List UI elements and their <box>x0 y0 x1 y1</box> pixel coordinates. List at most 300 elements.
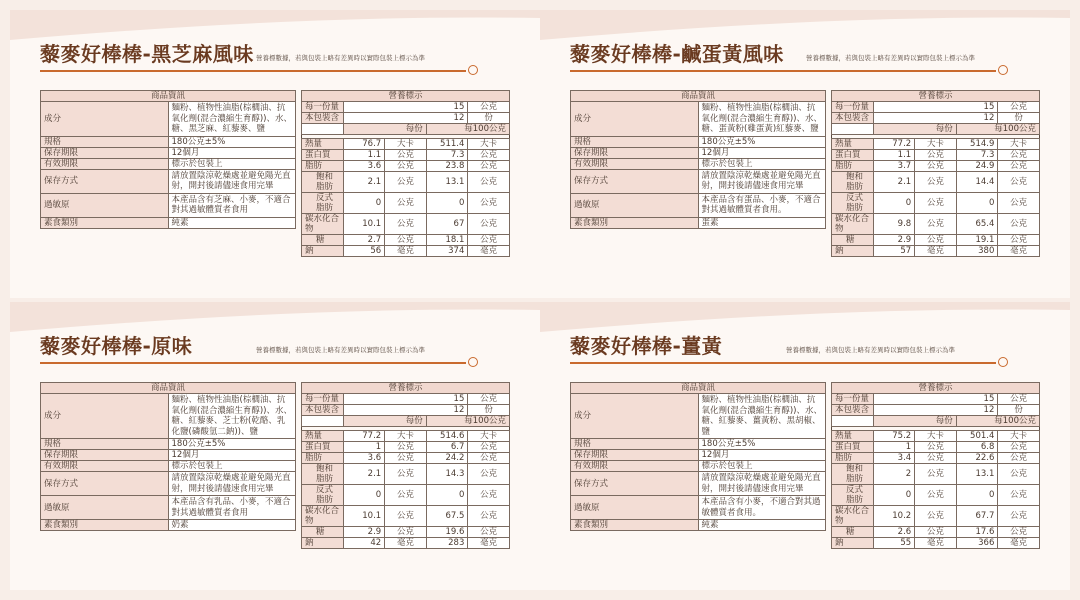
product-info-table <box>570 382 826 531</box>
carbohydrate-unit: 公克 <box>998 214 1040 235</box>
calories-unit: 大卡 <box>915 431 957 442</box>
carbohydrate-label: 碳水化合物 <box>302 506 344 527</box>
info-header: 商品資訊 <box>41 91 296 102</box>
expiry-row <box>571 158 826 169</box>
fat-per-100g: 24.9 <box>956 161 998 172</box>
saturated-fat-unit: 公克 <box>468 464 510 485</box>
carbohydrate-per-serving: 10.1 <box>343 214 385 235</box>
fat-row <box>302 453 510 464</box>
serving-label: 每一份量 <box>302 102 344 113</box>
serving-value: 15 <box>343 394 468 405</box>
protein-label: 蛋白質 <box>302 442 344 453</box>
expiry-value: 標示於包裝上 <box>168 158 296 169</box>
carbohydrate-unit: 公克 <box>915 214 957 235</box>
carbohydrate-row <box>302 214 510 235</box>
carbohydrate-per-100g: 67.5 <box>426 506 468 527</box>
column-header-row <box>832 416 1040 427</box>
ingredients-row <box>571 394 826 439</box>
sodium-unit: 毫克 <box>385 538 427 549</box>
ring-marker <box>998 65 1008 75</box>
serving-unit: 公克 <box>998 394 1040 405</box>
protein-row <box>832 442 1040 453</box>
product-panel-3 <box>10 302 540 590</box>
protein-unit: 公克 <box>468 150 510 161</box>
servings-row <box>832 405 1040 416</box>
fat-unit: 公克 <box>468 161 510 172</box>
saturated-fat-label: 飽和脂肪 <box>302 172 344 193</box>
trans-fat-unit: 公克 <box>385 485 427 506</box>
sugar-per-100g: 19.6 <box>426 527 468 538</box>
per-serving-header: 每份 <box>873 124 956 135</box>
storage-value: 請放置陰涼乾燥處並避免陽光直射，開封後請儘速食用完畢 <box>698 169 826 193</box>
trans-fat-row <box>832 485 1040 506</box>
sodium-per-100g: 283 <box>426 538 468 549</box>
allergen-value: 本產品含有芝麻、小麥，不適合對其過敏體質者食用 <box>168 193 296 217</box>
veg-label: 素食類別 <box>571 520 699 531</box>
sugar-per-serving: 2.9 <box>873 235 915 246</box>
calories-unit: 大卡 <box>468 431 510 442</box>
sodium-label: 鈉 <box>302 246 344 257</box>
servings-value: 12 <box>873 113 998 124</box>
servings-value: 12 <box>873 405 998 416</box>
saturated-fat-row <box>832 172 1040 193</box>
spec-label: 規格 <box>571 439 699 450</box>
sugar-unit: 公克 <box>915 235 957 246</box>
veg-label: 素食類別 <box>41 520 169 531</box>
fat-per-100g: 22.6 <box>956 453 998 464</box>
nutrition-table <box>301 90 510 257</box>
servings-unit: 份 <box>998 113 1040 124</box>
fat-unit: 公克 <box>385 161 427 172</box>
carbohydrate-per-100g: 67.7 <box>956 506 998 527</box>
carbohydrate-unit: 公克 <box>468 214 510 235</box>
saturated-fat-unit: 公克 <box>385 172 427 193</box>
calories-per-serving: 75.2 <box>873 431 915 442</box>
saturated-fat-per-100g: 13.1 <box>426 172 468 193</box>
spec-value: 180公克±5% <box>168 439 296 450</box>
fat-unit: 公克 <box>915 161 957 172</box>
shelf-life-label: 保存期限 <box>41 147 169 158</box>
calories-label: 熱量 <box>832 431 874 442</box>
calories-label: 熱量 <box>302 431 344 442</box>
serving-label: 每一份量 <box>302 394 344 405</box>
spec-row <box>571 439 826 450</box>
sodium-per-100g: 380 <box>956 246 998 257</box>
per-100g-header: 每100公克 <box>426 124 509 135</box>
calories-row <box>302 431 510 442</box>
shelf-life-row <box>571 450 826 461</box>
storage-label: 保存方式 <box>571 169 699 193</box>
serving-row <box>302 394 510 405</box>
shelf-life-label: 保存期限 <box>571 147 699 158</box>
veg-row <box>571 520 826 531</box>
servings-row <box>302 405 510 416</box>
product-title: 藜麥好棒棒-原味 <box>40 334 193 358</box>
fat-per-serving: 3.7 <box>873 161 915 172</box>
protein-per-serving: 1.1 <box>873 150 915 161</box>
protein-unit: 公克 <box>915 442 957 453</box>
shelf-life-row <box>571 147 826 158</box>
servings-label: 本包裝含 <box>302 113 344 124</box>
sodium-label: 鈉 <box>832 246 874 257</box>
allergen-value: 本產品含有乳品、小麥，不適合對其過敏體質者食用 <box>168 496 296 520</box>
protein-per-serving: 1.1 <box>343 150 385 161</box>
sugar-row <box>832 235 1040 246</box>
per-100g-header: 每100公克 <box>426 416 509 427</box>
carbohydrate-per-100g: 67 <box>426 214 468 235</box>
calories-label: 熱量 <box>302 139 344 150</box>
veg-row <box>571 217 826 228</box>
shelf-life-row <box>41 147 296 158</box>
servings-row <box>302 113 510 124</box>
sodium-unit: 毫克 <box>915 246 957 257</box>
fat-per-100g: 24.2 <box>426 453 468 464</box>
sugar-per-100g: 18.1 <box>426 235 468 246</box>
spec-value: 180公克±5% <box>698 136 826 147</box>
serving-unit: 公克 <box>468 394 510 405</box>
saturated-fat-unit: 公克 <box>915 172 957 193</box>
ring-marker <box>468 65 478 75</box>
expiry-value: 標示於包裝上 <box>698 461 826 472</box>
servings-value: 12 <box>343 113 468 124</box>
allergen-label: 過敏原 <box>41 193 169 217</box>
nutrition-header: 營養標示 <box>832 383 1040 394</box>
saturated-fat-label: 飽和脂肪 <box>302 464 344 485</box>
servings-value: 12 <box>343 405 468 416</box>
carbohydrate-row <box>302 506 510 527</box>
sugar-per-serving: 2.7 <box>343 235 385 246</box>
fat-label: 脂肪 <box>302 161 344 172</box>
sugar-row <box>832 527 1040 538</box>
sodium-per-100g: 366 <box>956 538 998 549</box>
calories-per-100g: 511.4 <box>426 139 468 150</box>
servings-row <box>832 113 1040 124</box>
storage-value: 請放置陰涼乾燥處並避免陽光直射，開封後請儘速食用完畢 <box>168 472 296 496</box>
sodium-unit: 毫克 <box>915 538 957 549</box>
storage-value: 請放置陰涼乾燥處並避免陽光直射，開封後請儘速食用完畢 <box>698 472 826 496</box>
calories-unit: 大卡 <box>915 139 957 150</box>
storage-value: 請放置陰涼乾燥處並避免陽光直射，開封後請儘速食用完畢 <box>168 169 296 193</box>
saturated-fat-row <box>302 464 510 485</box>
sugar-label: 糖 <box>302 235 344 246</box>
calories-row <box>832 431 1040 442</box>
calories-per-100g: 514.6 <box>426 431 468 442</box>
fat-unit: 公克 <box>998 453 1040 464</box>
fat-per-100g: 23.8 <box>426 161 468 172</box>
ring-marker <box>468 357 478 367</box>
sugar-unit: 公克 <box>468 527 510 538</box>
protein-unit: 公克 <box>915 150 957 161</box>
sodium-row <box>832 538 1040 549</box>
product-panel-2 <box>540 10 1070 298</box>
ingredients-value: 麵粉、植物性油脂(棕櫚油、抗氧化劑(混合濃縮生育醇))、水、糖、紅藜麥、芝士粉(乾酪、乳化鹽(磷酸氫二鈉))、鹽 <box>168 394 296 439</box>
allergen-row <box>571 193 826 217</box>
spec-row <box>41 136 296 147</box>
product-info-table <box>570 90 826 229</box>
saturated-fat-row <box>832 464 1040 485</box>
fat-unit: 公克 <box>385 453 427 464</box>
veg-row <box>41 217 296 228</box>
trans-fat-per-100g: 0 <box>426 485 468 506</box>
calories-unit: 大卡 <box>998 431 1040 442</box>
product-panel-4 <box>540 302 1070 590</box>
trans-fat-per-serving: 0 <box>343 193 385 214</box>
saturated-fat-per-100g: 14.4 <box>956 172 998 193</box>
sugar-row <box>302 527 510 538</box>
sodium-per-serving: 57 <box>873 246 915 257</box>
fat-unit: 公克 <box>468 453 510 464</box>
fat-unit: 公克 <box>998 161 1040 172</box>
calories-per-serving: 77.2 <box>873 139 915 150</box>
title-underline <box>40 362 466 364</box>
shelf-life-value: 12個月 <box>698 450 826 461</box>
trans-fat-per-100g: 0 <box>956 193 998 214</box>
shelf-life-label: 保存期限 <box>571 450 699 461</box>
storage-row <box>571 472 826 496</box>
sugar-per-100g: 17.6 <box>956 527 998 538</box>
per-serving-header: 每份 <box>343 124 426 135</box>
storage-row <box>41 472 296 496</box>
sugar-unit: 公克 <box>468 235 510 246</box>
ingredients-value: 麵粉、植物性油脂(棕櫚油、抗氧化劑(混合濃縮生育醇))、水、糖、紅藜麥、薑黃粉、黑胡椒、鹽 <box>698 394 826 439</box>
info-header: 商品資訊 <box>571 383 826 394</box>
protein-unit: 公克 <box>998 150 1040 161</box>
nutrition-header: 營養標示 <box>302 91 510 102</box>
saturated-fat-unit: 公克 <box>915 464 957 485</box>
saturated-fat-label: 飽和脂肪 <box>832 464 874 485</box>
fat-label: 脂肪 <box>302 453 344 464</box>
calories-unit: 大卡 <box>998 139 1040 150</box>
ring-marker <box>998 357 1008 367</box>
spec-label: 規格 <box>571 136 699 147</box>
protein-per-100g: 6.7 <box>426 442 468 453</box>
protein-label: 蛋白質 <box>302 150 344 161</box>
veg-value: 純素 <box>698 520 826 531</box>
disclaimer-note: 營養標數據，若與包裝上略有差異時以實際包裝上標示為準 <box>256 54 425 62</box>
calories-row <box>302 139 510 150</box>
protein-unit: 公克 <box>468 442 510 453</box>
saturated-fat-unit: 公克 <box>998 464 1040 485</box>
protein-row <box>832 150 1040 161</box>
veg-label: 素食類別 <box>41 217 169 228</box>
saturated-fat-label: 飽和脂肪 <box>832 172 874 193</box>
sugar-unit: 公克 <box>915 527 957 538</box>
veg-value: 奶素 <box>168 520 296 531</box>
carbohydrate-unit: 公克 <box>385 506 427 527</box>
title-underline <box>40 70 466 72</box>
title-underline <box>570 362 996 364</box>
sugar-unit: 公克 <box>385 527 427 538</box>
expiry-value: 標示於包裝上 <box>698 158 826 169</box>
servings-unit: 份 <box>468 405 510 416</box>
sodium-unit: 毫克 <box>385 246 427 257</box>
carbohydrate-label: 碳水化合物 <box>832 506 874 527</box>
calories-unit: 大卡 <box>385 139 427 150</box>
spec-value: 180公克±5% <box>168 136 296 147</box>
serving-row <box>302 102 510 113</box>
nutrition-table <box>831 382 1040 549</box>
saturated-fat-row <box>302 172 510 193</box>
per-serving-header: 每份 <box>343 416 426 427</box>
protein-unit: 公克 <box>385 442 427 453</box>
trans-fat-per-100g: 0 <box>426 193 468 214</box>
carbohydrate-label: 碳水化合物 <box>302 214 344 235</box>
protein-unit: 公克 <box>998 442 1040 453</box>
sodium-row <box>302 246 510 257</box>
expiry-label: 有效期限 <box>41 158 169 169</box>
info-header: 商品資訊 <box>571 91 826 102</box>
trans-fat-per-serving: 0 <box>343 485 385 506</box>
carbohydrate-per-serving: 10.2 <box>873 506 915 527</box>
per-100g-header: 每100公克 <box>956 416 1039 427</box>
sodium-label: 鈉 <box>302 538 344 549</box>
sugar-label: 糖 <box>832 527 874 538</box>
servings-unit: 份 <box>998 405 1040 416</box>
calories-label: 熱量 <box>832 139 874 150</box>
trans-fat-row <box>302 193 510 214</box>
disclaimer-note: 營養標數據，若與包裝上略有差異時以實際包裝上標示為準 <box>806 54 975 62</box>
trans-fat-unit: 公克 <box>468 193 510 214</box>
product-title: 藜麥好棒棒-薑黃 <box>570 334 723 358</box>
sodium-row <box>302 538 510 549</box>
storage-label: 保存方式 <box>571 472 699 496</box>
saturated-fat-per-serving: 2 <box>873 464 915 485</box>
protein-label: 蛋白質 <box>832 442 874 453</box>
storage-row <box>41 169 296 193</box>
calories-per-serving: 76.7 <box>343 139 385 150</box>
sodium-unit: 毫克 <box>998 538 1040 549</box>
allergen-value: 本產品含有小麥，不適合對其過敏體質者食用。 <box>698 496 826 520</box>
trans-fat-row <box>832 193 1040 214</box>
storage-label: 保存方式 <box>41 169 169 193</box>
product-title: 藜麥好棒棒-黑芝麻風味 <box>40 42 254 66</box>
trans-fat-per-serving: 0 <box>873 485 915 506</box>
disclaimer-note: 營養標數據，若與包裝上略有差異時以實際包裝上標示為準 <box>256 346 425 354</box>
disclaimer-note: 營養標數據，若與包裝上略有差異時以實際包裝上標示為準 <box>786 346 955 354</box>
product-panel-1 <box>10 10 540 298</box>
protein-per-100g: 7.3 <box>426 150 468 161</box>
expiry-label: 有效期限 <box>571 158 699 169</box>
protein-unit: 公克 <box>385 150 427 161</box>
sugar-label: 糖 <box>302 527 344 538</box>
allergen-row <box>571 496 826 520</box>
expiry-row <box>41 461 296 472</box>
carbohydrate-unit: 公克 <box>998 506 1040 527</box>
serving-value: 15 <box>343 102 468 113</box>
storage-label: 保存方式 <box>41 472 169 496</box>
allergen-label: 過敏原 <box>41 496 169 520</box>
sugar-unit: 公克 <box>385 235 427 246</box>
nutrition-table <box>301 382 510 549</box>
saturated-fat-unit: 公克 <box>998 172 1040 193</box>
expiry-value: 標示於包裝上 <box>168 461 296 472</box>
trans-fat-per-100g: 0 <box>956 485 998 506</box>
per-serving-header: 每份 <box>873 416 956 427</box>
column-header-row <box>302 124 510 135</box>
calories-per-100g: 501.4 <box>956 431 998 442</box>
title-underline <box>570 70 996 72</box>
trans-fat-unit: 公克 <box>468 485 510 506</box>
sugar-unit: 公克 <box>998 235 1040 246</box>
veg-label: 素食類別 <box>571 217 699 228</box>
shelf-life-value: 12個月 <box>168 450 296 461</box>
spec-label: 規格 <box>41 136 169 147</box>
expiry-label: 有效期限 <box>41 461 169 472</box>
saturated-fat-per-serving: 2.1 <box>343 464 385 485</box>
servings-label: 本包裝含 <box>832 405 874 416</box>
fat-row <box>302 161 510 172</box>
product-info-table <box>40 382 296 531</box>
shelf-life-value: 12個月 <box>168 147 296 158</box>
ingredients-label: 成分 <box>571 394 699 439</box>
shelf-life-row <box>41 450 296 461</box>
ingredients-row <box>41 394 296 439</box>
fat-per-serving: 3.6 <box>343 453 385 464</box>
protein-row <box>302 150 510 161</box>
trans-fat-unit: 公克 <box>998 193 1040 214</box>
carbohydrate-unit: 公克 <box>915 506 957 527</box>
allergen-row <box>41 496 296 520</box>
per-100g-header: 每100公克 <box>956 124 1039 135</box>
carbohydrate-row <box>832 214 1040 235</box>
ingredients-row <box>41 102 296 137</box>
trans-fat-unit: 公克 <box>385 193 427 214</box>
sugar-unit: 公克 <box>998 527 1040 538</box>
ingredients-value: 麵粉、植物性油脂(棕櫚油、抗氧化劑(混合濃縮生育醇))、水、糖、蛋黃粉(雞蛋黃)紅藜麥、鹽 <box>698 102 826 137</box>
allergen-label: 過敏原 <box>571 193 699 217</box>
protein-per-serving: 1 <box>873 442 915 453</box>
saturated-fat-unit: 公克 <box>385 464 427 485</box>
servings-label: 本包裝含 <box>302 405 344 416</box>
sugar-per-serving: 2.6 <box>873 527 915 538</box>
calories-unit: 大卡 <box>385 431 427 442</box>
fat-row <box>832 161 1040 172</box>
sugar-label: 糖 <box>832 235 874 246</box>
ingredients-label: 成分 <box>571 102 699 137</box>
trans-fat-label: 反式脂肪 <box>302 485 344 506</box>
saturated-fat-per-100g: 14.3 <box>426 464 468 485</box>
serving-row <box>832 394 1040 405</box>
sodium-per-serving: 55 <box>873 538 915 549</box>
ingredients-row <box>571 102 826 137</box>
sugar-per-100g: 19.1 <box>956 235 998 246</box>
fat-per-serving: 3.4 <box>873 453 915 464</box>
protein-row <box>302 442 510 453</box>
serving-label: 每一份量 <box>832 394 874 405</box>
carbohydrate-unit: 公克 <box>468 506 510 527</box>
product-info-table <box>40 90 296 229</box>
serving-row <box>832 102 1040 113</box>
sodium-per-serving: 56 <box>343 246 385 257</box>
expiry-row <box>41 158 296 169</box>
carbohydrate-per-100g: 65.4 <box>956 214 998 235</box>
saturated-fat-per-100g: 13.1 <box>956 464 998 485</box>
protein-per-100g: 7.3 <box>956 150 998 161</box>
spec-row <box>41 439 296 450</box>
product-title: 藜麥好棒棒-鹹蛋黃風味 <box>570 42 784 66</box>
serving-value: 15 <box>873 102 998 113</box>
sodium-unit: 毫克 <box>998 246 1040 257</box>
expiry-label: 有效期限 <box>571 461 699 472</box>
sodium-unit: 毫克 <box>468 246 510 257</box>
ingredients-value: 麵粉、植物性油脂(棕櫚油、抗氧化劑(混合濃縮生育醇))、水、糖、黑芝麻、紅藜麥、鹽 <box>168 102 296 137</box>
allergen-label: 過敏原 <box>571 496 699 520</box>
protein-per-100g: 6.8 <box>956 442 998 453</box>
saturated-fat-per-serving: 2.1 <box>343 172 385 193</box>
spec-row <box>571 136 826 147</box>
servings-unit: 份 <box>468 113 510 124</box>
calories-per-serving: 77.2 <box>343 431 385 442</box>
